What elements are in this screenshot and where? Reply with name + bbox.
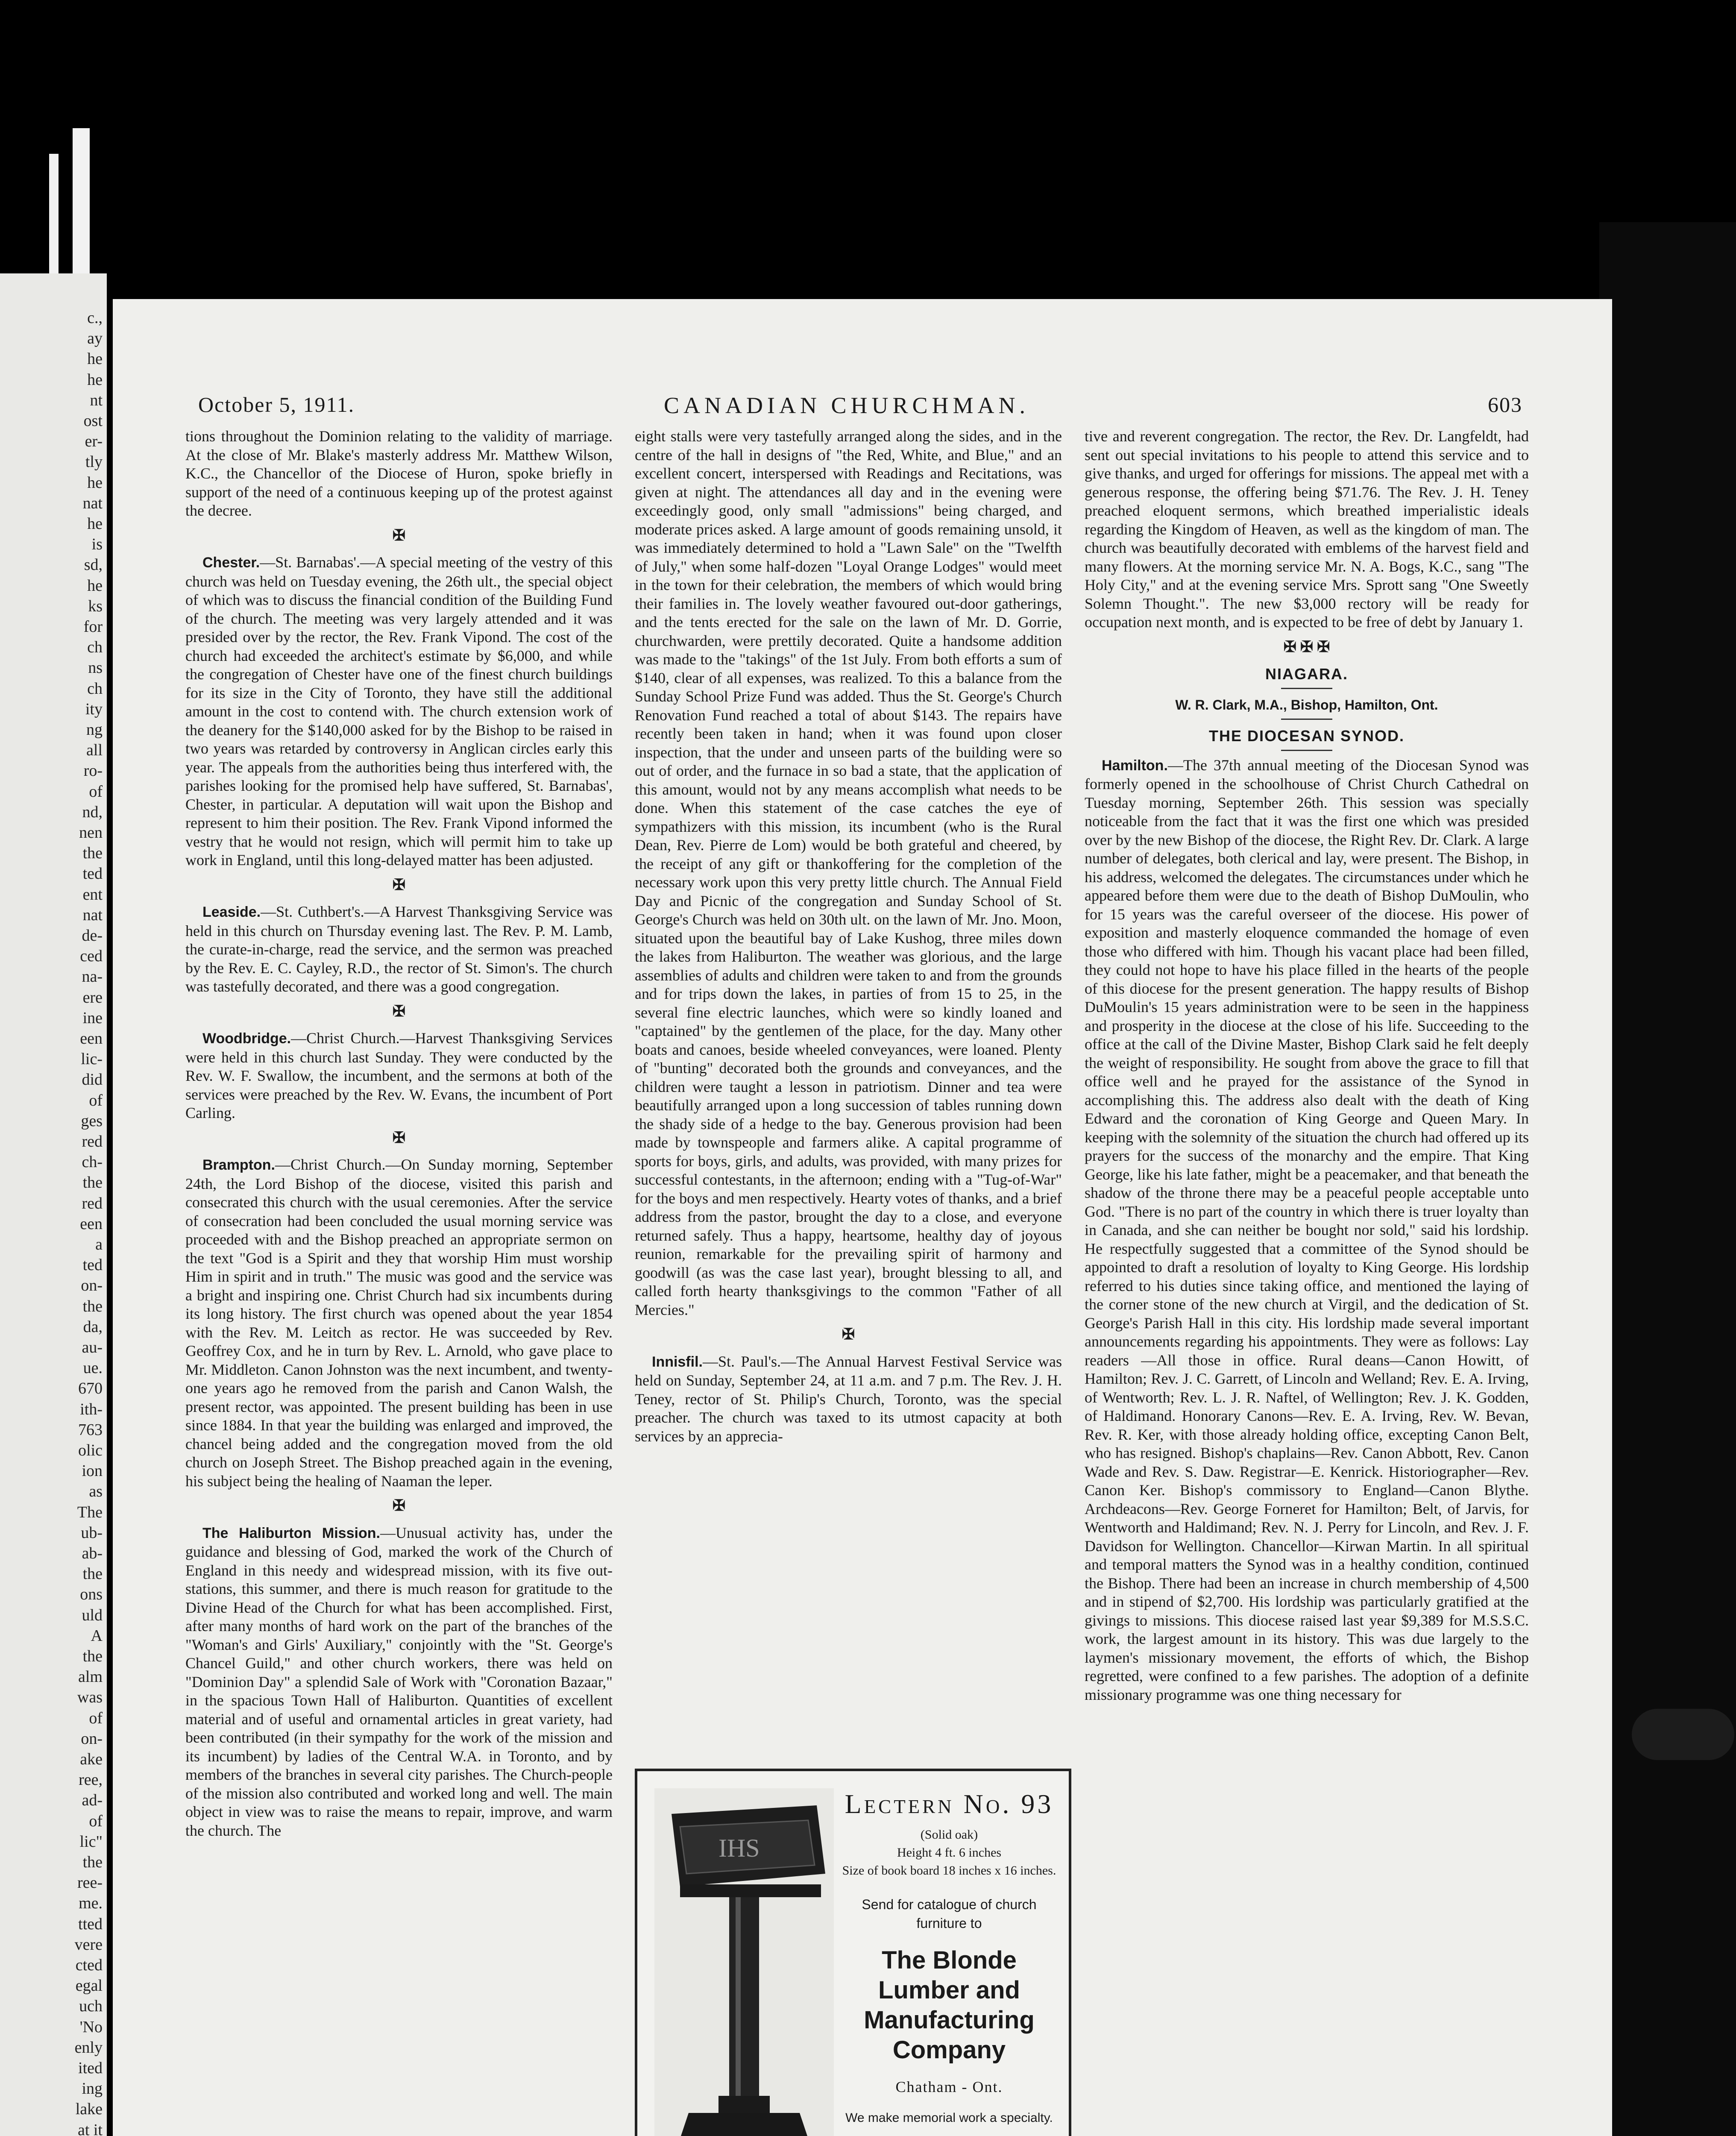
article-text: —The 37th annual meeting of the Diocesan Synod was formerly opened in the schoolhouse of Christ Church Cathedral on Tuesday morning, September 26th. This session was specially noticeable from the fact that it was the first one which was presided over by the new Bishop of the diocese, the Right Rev. Dr. Clark. A large number of delegates, both clerical and lay, were present. The Bishop, in his address, welcomed the delegates. The circumstances under which he appeared before them were due to the death of Bishop DuMoulin, who for 15 years was the careful overseer of the diocese. His power of exposition and masterly eloquence commanded the homage of even those who differed with him. Though his vacant place had been filled, they could not hope to have his place filled in the hearts of the people of this diocese for the present generation. The happy results of Bishop DuMoulin's 15 years administration were to be seen in the happiness and prosperity in the diocese at the close of his life. Succeeding to the office at the call of the Divine Master, Bishop Clark said he felt deeply the weight of responsibility. He sought from above the grace to fill that office well and he prayed for the assistance of the Synod in accomplishing this. The address also dealt with the death of King Edward and the coronation of King George and Queen Mary. In keeping with the solemnity of the situation the church had offered up its prayers for the success of the monarchy and the empire. That King George, like his late father, might be a peacemaker, and that beneath the shadow of the throne there may be a peaceful people acceptable unto God. "There is no part of the country in which there is truer loyalty than in Canada, and she can neither be bought nor sold," said his lordship. He respectfully suggested that a committee of the Synod should be appointed to draft a resolution of loyalty to King George. His lordship referred to his duties since taking office, and mentioned the laying of the corner stone of the new church at Virgil, and the dedication of St. George's Parish Hall in this city. His lordship made several important announcements regarding his appointments. They were as follows: Lay readers —All those in office. Rural deans—Canon Howitt, of Hamilton; Rev. J. C. Garrett, of Lincoln and Welland; Rev. E. A. Irving, of Wentworth; Rev. L. J. R. Naftel, of Wellington; Rev. J. K. Godden, of Haldimand. Honorary Canons—Rev. E. A. Irving, Rev. W. Bevan, Rev. R. Ker, with those already holding office, excepting Canon Belt, who has resigned. Bishop's chaplains—Rev. Canon Abbott, Rev. Canon Wade and Rev. S. Daw. Registrar—E. Kenrick. Historiographer—Rev. Canon Ker. Bishop's commissory to England—Canon Blythe. Archdeacons—Rev. George Forneret for Hamilton; Belt, of Jarvis, for Wentworth and Haldimand; Rev. N. J. Perry for Lincoln, and Rev. J. F. Davidson for Wellington. Chancellor—Kirwan Martin. In all spiritual and temporal matters the Synod was in a healthy condition, continued the Bishop. There had been an increase in church membership of 4,500 and in stipend of $2,700. His lordship was particularly gratified at the givings to missions. This diocese raised last year $9,389 for M.S.S.C. work, the largest amount in its history. This was due largely to the laymen's missionary movement, the efforts of which, the Bishop regretted, were confined to a few parishes. The adoption of a definite missionary programme was one thing necessary for: [1085, 756, 1529, 1703]
lectern-illustration: [654, 1788, 834, 2136]
article-paragraph: [635, 1353, 1062, 1446]
text-fragment: ch: [87, 679, 103, 698]
text-fragment: of: [89, 1709, 103, 1727]
text-fragment: ree,: [79, 1771, 103, 1789]
article-paragraph: [635, 427, 1062, 1319]
text-fragment: me.: [79, 1894, 103, 1913]
text-fragment: da,: [83, 1317, 103, 1336]
text-fragment: ere: [82, 988, 103, 1006]
text-fragment: ch: [87, 638, 103, 657]
text-fragment: is: [91, 535, 103, 554]
text-fragment: 670: [78, 1379, 103, 1398]
text-fragment: ch-: [82, 1153, 103, 1171]
article-lead: Innisfil.: [652, 1353, 703, 1370]
article-text: —St. Barnabas'.—A special meeting of the vestry of this church was held on Tuesday evening, the 26th ult., the special object of which was to discuss the financial condition of the Building Fund of the church. The meeting was very largely attended and it was presided over by the rector, the Rev. Frank Vipond. The cost of the church had exceeded the architect's estimate by $6,000, and while the congregation of Chester have one of the finest church buildings for its size in the City of Toronto, they have still the additional amount in the cost to contend with. The church extension work of the deanery for the $140,000 asked for by the Bishop to be raised in two years was retarded by controversy in Anglican circles early this year. The appeals from the authorities being thus interfered with, the parishes looking for the promised help have suffered, St. Barnabas', Chester, in particular. A deputation will wait upon the Bishop and represent to him their position. The Rev. Frank Vipond informed the vestry that he would not resign, which will permit him to take up work in England, until this long-delayed matter has been adjusted.: [185, 554, 613, 868]
text-fragment: ith-: [80, 1400, 103, 1418]
lectern-advertisement: [635, 1769, 1071, 2136]
text-fragment: tted: [78, 1915, 103, 1933]
text-fragment: 'No: [79, 2018, 103, 2036]
column-1: [185, 427, 613, 2136]
text-fragment: he: [87, 576, 103, 595]
paragraph-divider: ✠: [392, 1497, 406, 1514]
rule: [1281, 719, 1332, 720]
ad-material: (Solid oak): [920, 1828, 978, 1842]
text-fragment: red: [82, 1194, 103, 1212]
article-lead: Brampton.: [202, 1157, 275, 1173]
text-fragment: ity: [85, 700, 103, 718]
text-fragment: he: [87, 350, 103, 368]
text-fragment: ng: [86, 721, 103, 739]
text-fragment: ine: [82, 1009, 103, 1027]
article-text: —Christ Church.—On Sunday morning, September 24th, the Lord Bishop of the diocese, visited this parish and consecrated this church with the usual ceremonies. After the service of consecration had been concluded the usual morning service was proceeded with and the Bishop preached an appropriate sermon on the text "God is a Spirit and they that worship Him must worship Him in spirit and in truth." The music was good and the service was a bright and inspiring one. Christ Church had six incumbents during its long history. The first church was opened about the year 1854 with the Rev. M. Leitch as rector. He was succeeded by Rev. Geoffrey Cox, and he in turn by Rev. L. Arnold, who gave place to Mr. Middleton. Canon Johnston was the next incumbent, and twenty-one years ago he removed from the parish and Canon Walsh, the present rector, was appointed. The present building has been in use since 1884. In that year the building was enlarged and improved, the chancel being added and the congregation moved from the old church on Joseph Street. The Bishop preached again in the evening, his subject being the healing of Naaman the leper.: [185, 1156, 613, 1490]
text-fragment: lake: [75, 2100, 103, 2118]
text-fragment: the: [82, 1853, 103, 1871]
text-fragment: nat: [82, 906, 103, 924]
text-fragment: on-: [81, 1729, 103, 1748]
text-fragment: ks: [88, 597, 103, 615]
paragraph-divider: ✠: [842, 1326, 855, 1343]
text-fragment: at it: [77, 2121, 103, 2136]
text-fragment: er-: [85, 432, 103, 451]
text-fragment: he: [87, 515, 103, 533]
text-fragment: ay: [87, 329, 103, 348]
text-fragment: uch: [79, 1997, 103, 2016]
article-lead: Leaside.: [202, 904, 261, 920]
text-fragment: the: [82, 1174, 103, 1192]
text-fragment: de-: [82, 927, 103, 945]
article-text: —Christ Church.—Harvest Thanksgiving Services were held in this church last Sunday. They were conducted by the Rev. W. F. Swallow, the incumbent, and the sermons at both of the services were preached by the Rev. W. Evans, the incumbent of Port Carling.: [185, 1030, 613, 1121]
text-fragment: ted: [82, 865, 103, 883]
text-fragment: red: [82, 1133, 103, 1150]
text-fragment: nd,: [82, 803, 103, 821]
text-fragment: on-: [81, 1276, 103, 1295]
text-fragment: 763: [78, 1420, 103, 1439]
text-fragment: the: [82, 1647, 103, 1665]
ad-size: Size of book board 18 inches x 16 inches.: [842, 1863, 1056, 1878]
text-fragment: was: [77, 1688, 103, 1707]
book-binding: [1599, 222, 1736, 2136]
text-fragment: ro-: [83, 762, 103, 780]
text-fragment: of: [89, 782, 103, 801]
text-fragment: ced: [80, 947, 103, 965]
text-fragment: he: [87, 473, 103, 492]
text-fragment: nen: [79, 824, 103, 842]
text-fragment: ion: [82, 1462, 103, 1480]
text-fragment: ad-: [82, 1791, 103, 1810]
article-paragraph: [185, 1156, 613, 1491]
text-fragment: ent: [82, 885, 103, 904]
previous-page-edge: [0, 273, 107, 2136]
text-fragment: ited: [78, 2059, 103, 2077]
text-fragment: ake: [80, 1750, 103, 1768]
text-fragment: ing: [82, 2080, 103, 2098]
article-text: —St. Paul's.—The Annual Harvest Festival Service was held on Sunday, September 24, at 11 a.m. and 7 p.m. The Rev. J. H. Teney, rector of St. Philip's Church, Toronto, was the special preacher. The church was taxed to its utmost capacity at both services by an apprecia-: [635, 1353, 1062, 1445]
text-fragment: as: [89, 1482, 103, 1501]
text-fragment: ns: [88, 659, 103, 677]
text-fragment: a: [95, 1235, 103, 1253]
text-fragment: een: [80, 1030, 103, 1047]
rule: [1281, 688, 1332, 689]
ad-title: Lectern No. 93: [845, 1789, 1054, 1819]
text-fragment: lic": [79, 1832, 103, 1851]
text-fragment: ab-: [82, 1544, 103, 1562]
article-paragraph: [185, 1029, 613, 1123]
text-fragment: sd,: [84, 556, 103, 574]
text-fragment: cted: [75, 1956, 103, 1974]
article-paragraph: [185, 903, 613, 996]
publication-title: CANADIAN CHURCHMAN.: [664, 393, 1030, 418]
text-fragment: he: [87, 370, 103, 389]
text-fragment: the: [82, 1297, 103, 1315]
text-fragment: olic: [78, 1441, 103, 1459]
article-text: —Unusual activity has, under the guidance and blessing of God, marked the work of the Church of England in this needy and widespread mission, with its five out-stations, this summer, and there is much reason for gratitude to the Divine Head of the Church for what has been accomplished. First, after many months of hard work on the part of the branches of the "Woman's and Girls' Auxiliary," conjointly with the "St. George's Chancel Guild," and other church workers, there was held on "Dominion Day" a splendid Sale of Work with "Coronation Bazaar," in the spacious Town Hall of Haliburton. Quantities of excellent material and of useful and ornamental articles in great variety, had been contributed (in their sympathy for the work of the mission and its incumbent) by ladies of the Central W.A. in Toronto, and by members of the branches in several city parishes. The Church-people of the mission also contributed and worked long and well. The main object in view was to raise the means to repair, improve, and warm the church. The: [185, 1524, 613, 1839]
text-fragment: ree-: [77, 1874, 103, 1892]
text-fragment: alm: [78, 1668, 103, 1686]
ad-height: Height 4 ft. 6 inches: [897, 1846, 1002, 1860]
text-fragment: The: [77, 1503, 103, 1521]
text-fragment: lic-: [81, 1050, 103, 1068]
text-fragment: did: [82, 1071, 103, 1089]
text-fragment: nt: [90, 391, 103, 409]
article-paragraph: [185, 553, 613, 870]
text-fragment: the: [82, 1565, 103, 1583]
section-divider: ✠ ✠ ✠: [1283, 638, 1330, 655]
column-3: [1085, 427, 1529, 2136]
text-fragment: ges: [81, 1112, 103, 1130]
bishop-line: W. R. Clark, M.A., Bishop, Hamilton, Ont.: [1175, 697, 1438, 713]
text-fragment: c.,: [87, 309, 103, 327]
paragraph-divider: ✠: [392, 1002, 406, 1020]
article-lead: Woodbridge.: [202, 1030, 291, 1047]
text-fragment: all: [86, 741, 103, 760]
article-text: tive and reverent congregation. The rector, the Rev. Dr. Langfeldt, had sent out special invitations to his people to attend this service and to give thanks, and urged for offerings for missions. The appeal met with a generous response, the offering being $71.76. The Rev. J. H. Teney preached eloquent sermons, which breathed imperialistic ideals regarding the Kingdom of Heaven, as well as the kingdom of man. The church was beautifully decorated with emblems of the harvest field and many flowers. At the morning service Mr. N. A. Bogs, K.C., sang "The Holy City," and at the evening service Mrs. Sprott sang "One Sweetly Solemn Thought.". The new $3,000 rectory will be ready for occupation next month, and is expected to be free of debt by January 1.: [1085, 428, 1529, 631]
ad-location: Chatham - Ont.: [895, 2078, 1003, 2095]
ad-company-name: The Blonde Lumber and Manufacturing Company: [864, 1946, 1035, 2064]
page-number: 603: [1488, 393, 1522, 417]
text-fragment: egal: [75, 1977, 103, 1995]
rule: [1281, 750, 1332, 751]
text-fragment: ub-: [81, 1523, 103, 1542]
article-paragraph: [1085, 756, 1529, 1705]
paragraph-divider: ✠: [392, 876, 406, 893]
article-paragraph: [185, 1524, 613, 1840]
text-fragment: ue.: [83, 1359, 103, 1377]
issue-date: October 5, 1911.: [198, 393, 355, 417]
article-paragraph: [185, 427, 613, 520]
text-fragment: of: [89, 1812, 103, 1830]
article-lead: Chester.: [202, 555, 260, 571]
text-fragment: for: [83, 618, 103, 636]
article-text: eight stalls were very tastefully arranged along the sides, and in the centre of the hall in designs of "the Red, White, and Blue," and an excellent concert, interspersed with Readings and Recitations, was given at night. The attendances all day and in the evening were exceedingly good, only small "admissions" being charged, and moderate prices asked. A large amount of goods remaining unsold, it was immediately determined to hold a "Lawn Sale" on the "Twelfth of July," when some half-dozen "Loyal Orange Lodges" would meet in the town for their celebration, the members of which would bring their families in. The lovely weather favoured out-door gatherings, and the tents erected for the sale on the lawn of Mr. D. Gorrie, churchwarden, were prettily decorated. Quite a handsome addition was made to the "takings" of the 1st July. From both efforts a sum of $140, clear of all expenses, was realized. To this a balance from the Sunday School Prize Fund was added. Thus the St. George's Church Renovation Fund reached a total of about $143. The repairs have recently been taken in hand; when it was found upon closer inspection, that the under and unseen parts of the building were so out of order, and the furnace in so bad a state, that the application of this amount, would not by any means accomplish what needs to be done. When this statement of the case catches the eye of sympathizers with this mission, its incumbent (who is the Rural Dean, Rev. Pierre de Lom) would be both grateful and cheered, by the receipt of any gift or thankoffering for the completion of the necessary work upon this very pretty little church. The Annual Field Day and Picnic of the congregation and Sunday School of St. George's Church was held on 30th ult. on the lawn of Mr. Jno. Moon, situated upon the beautiful bay of Lake Kushog, three miles down the lakes from Haliburton. The weather was glorious, and the large assemblies of adults and children were taken to and from the grounds and for trips down the lakes, in parties of from 15 to 25, in the several fine electric launches, which were so kindly loaned and "captained" by the gentlemen of the place, for the day. Many other boats and canoes, beside wheeled conveyances, were loaned. Plenty of "bunting" decorated both the grounds and conveyances, and the children were taught a lesson in patriotism. Dinner and tea were beautifully arranged upon a long succession of tables running down the shady side of a hedge to the bay. Generous provision had been made by townspeople and farmers alike. A capital programme of sports for boys, girls, and adults, was provided, with many prizes for successful contestants, in the afternoon; ending with a "Tug-of-War" for the boys and men respectively. Hearty votes of thanks, and a brief address from the pastor, brought the day to a close, and everyone returned safely. Thus a happy, heartsome, healthy day of joyous reunion, remarkable for the prevailing spirit of harmony and goodwill (as was the case last year), brought blessing to all, and called forth hearty thanksgivings to the common "Father of all Mercies.": [635, 428, 1062, 1318]
text-fragment: ost: [83, 412, 103, 430]
article-text: —St. Cuthbert's.—A Harvest Thanksgiving Service was held in this church on Thursday evening last. The Rev. P. M. Lamb, the curate-in-charge, read the service, and the sermon was preached by the Rev. E. C. Cayley, R.D., the rector of St. Simon's. The church was tastefully decorated, and there was a good congregation.: [185, 903, 613, 995]
diocese-heading: NIAGARA.: [1265, 665, 1348, 683]
ad-memorial: We make memorial work a specialty.: [845, 2111, 1053, 2125]
text-fragment: nat: [82, 494, 103, 512]
text-fragment: tly: [85, 453, 103, 471]
column-2: [635, 427, 1062, 1760]
article-text: tions throughout the Dominion relating to the validity of marriage. At the close of Mr. Blake's masterly address Mr. Matthew Wilson, K.C., the Chancellor of the Diocese of Huron, spoke briefly in support of the need of a continuous keeping up of the protest against the decree.: [185, 428, 613, 519]
advertisement-text: [838, 1788, 1060, 2136]
binding-clip: [1632, 1709, 1734, 1760]
article-lead: Hamilton.: [1102, 757, 1168, 774]
text-fragment: of: [89, 1091, 103, 1109]
text-fragment: the: [82, 844, 103, 863]
article-lead: The Haliburton Mission.: [202, 1525, 380, 1541]
paragraph-divider: ✠: [392, 526, 406, 544]
text-fragment: au-: [82, 1338, 103, 1356]
text-fragment: enly: [74, 2038, 103, 2057]
svg-text:IHS: IHS: [718, 1834, 760, 1862]
newspaper-page: [113, 299, 1612, 2136]
text-fragment: een: [80, 1215, 103, 1233]
text-fragment: ted: [82, 1256, 103, 1274]
text-fragment: uld: [82, 1606, 103, 1624]
ad-catalogue: Send for catalogue of church furniture to: [862, 1897, 1037, 1931]
text-fragment: A: [91, 1626, 103, 1645]
paragraph-divider: ✠: [392, 1129, 406, 1146]
text-fragment: na-: [82, 968, 103, 986]
text-fragment: ons: [80, 1585, 103, 1604]
text-fragment: vere: [74, 1935, 103, 1954]
synod-heading: THE DIOCESAN SYNOD.: [1208, 727, 1405, 745]
